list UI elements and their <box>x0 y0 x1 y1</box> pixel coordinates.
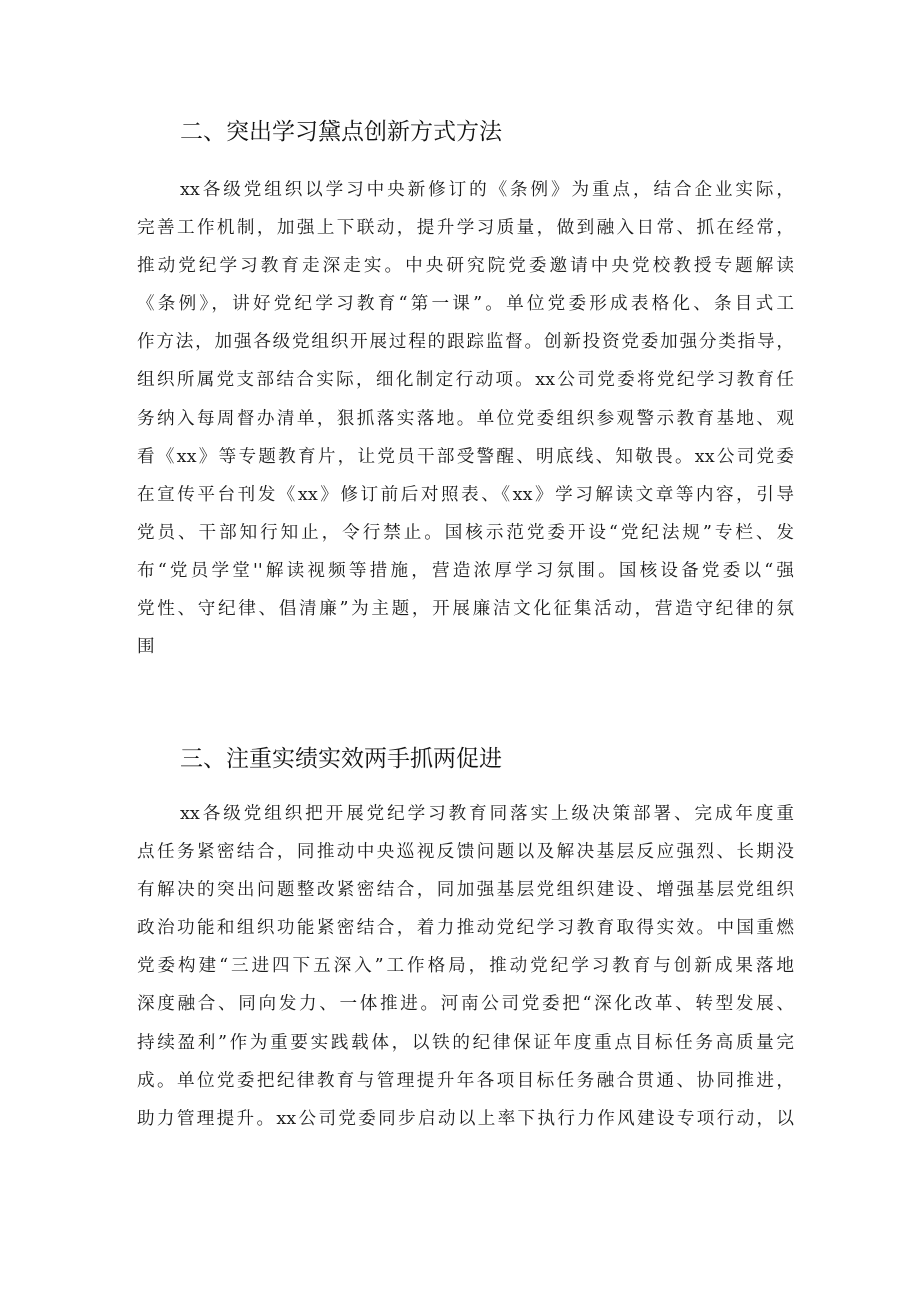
paragraph-line: 完善工作机制，加强上下联动，提升学习质量，做到融入日常、抓在经常， <box>137 218 794 239</box>
section-heading-3: 三、注重实绩实效两手抓两促进 <box>180 746 502 772</box>
paragraph-line: 党委构建“三进四下五深入”工作格局，推动党纪学习教育与创新成果落地 <box>137 956 794 977</box>
paragraph-line: 在宣传平台刊发《xx》修订前后对照表、《xx》学习解读文章等内容，引导 <box>137 484 794 505</box>
paragraph-line: 政治功能和组织功能紧密结合，着力推动党纪学习教育取得实效。中国重燃 <box>137 918 794 939</box>
paragraph-line: 有解决的突出问题整改紧密结合，同加强基层党组织建设、增强基层党组织 <box>137 880 794 901</box>
paragraph-line: 推动党纪学习教育走深走实。中央研究院党委邀请中央党校教授专题解读 <box>137 256 794 277</box>
paragraph-line: 《条例》，讲好党纪学习教育“第一课”。单位党委形成表格化、条目式工 <box>137 294 794 315</box>
paragraph-line: 持续盈利”作为重要实践载体，以铁的纪律保证年度重点目标任务高质量完 <box>137 1032 794 1053</box>
paragraph-line: 看《xx》等专题教育片，让党员干部受警醒、明底线、知敬畏。xx公司党委 <box>137 446 794 467</box>
paragraph-line: 围 <box>137 637 155 658</box>
paragraph-line: 助力管理提升。xx公司党委同步启动以上率下执行力作风建设专项行动，以 <box>137 1108 794 1129</box>
section-heading-2: 二、突出学习黛点创新方式方法 <box>180 119 502 145</box>
paragraph-line: 务纳入每周督办清单，狠抓落实落地。单位党委组织参观警示教育基地、观 <box>137 408 794 429</box>
section-3-paragraph <box>137 795 794 1138</box>
section-2-paragraph <box>137 171 794 666</box>
paragraph-line: 党员、干部知行知止，令行禁止。国核示范党委开设“党纪法规”专栏、发 <box>137 522 794 543</box>
paragraph-line: 组织所属党支部结合实际，细化制定行动项。xx公司党委将党纪学习教育任 <box>137 370 794 391</box>
paragraph-line: 成。单位党委把纪律教育与管理提升年各项目标任务融合贯通、协同推进， <box>137 1070 794 1091</box>
paragraph-line: 点任务紧密结合，同推动中央巡视反馈问题以及解决基层反应强烈、长期没 <box>137 842 794 863</box>
paragraph-line: 深度融合、同向发力、一体推进。河南公司党委把“深化改革、转型发展、 <box>137 994 794 1015</box>
paragraph-line: 党性、守纪律、倡清廉”为主题，开展廉洁文化征集活动，营造守纪律的氛 <box>137 599 794 620</box>
paragraph-line: xx各级党组织把开展党纪学习教育同落实上级决策部署、完成年度重 <box>180 804 794 824</box>
paragraph-line: 布“党员学堂''解读视频等措施，营造浓厚学习氛围。国核设备党委以“强 <box>137 560 794 581</box>
paragraph-line: 作方法，加强各级党组织开展过程的跟踪监督。创新投资党委加强分类指导， <box>137 332 794 353</box>
paragraph-line: xx各级党组织以学习中央新修订的《条例》为重点，结合企业实际， <box>180 180 794 200</box>
